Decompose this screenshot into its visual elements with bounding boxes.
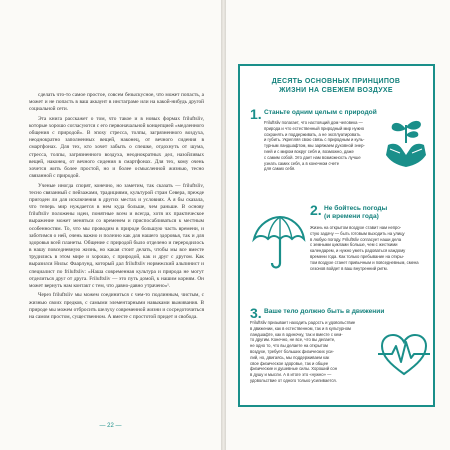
box-title-line: ЖИЗНИ НА СВЕЖЕМ ВОЗДУХЕ [279,87,393,94]
text-line: не одно то, что вы делаете на открытом [250,343,328,349]
principles-box [238,64,435,407]
text-line: в душу и мысли. А в итоге это «нужно» — [250,372,332,378]
paragraph: Ученые иногда спорят, конечно, но заметим, так сказать — friluftsliv, тесно связанный с пейзажами, традициями, культурой стран Севера, прежде пригоден ли для исключения в других местах и условиях. А я бы сказала, что теперь мир нуждается в нем куда больше, чем раньше. В основу friluftsliv положены идеи, понятные всем и всегда, хотя их практическое выражение может меняться со временем и приспосабливаться к местным особенностям. То, что мы проводим в природе большую часть времени, и заботимся о ней, очень важно и полезно как для нашего здоровья, так и для здоровья всей планеты. Общение с природой было отделено и переродилось в нашу повседневную жизнь, но какая стоит делать, чтобы мы все вместе трудились в этом мире и хорошо, с природой, как и друг с другом. Как выразился Нильс Фаарлунд, который дал friluftsliv норвежский альпинист и специалист по friluftsliv: «Наша современная культура и природа не могут отделиться друг от друга. Friluftsliv — это путь домой, к нашим корням. Он может вернуть нам контакт с тем, что давно-давно утрачено»¹. [29,182,204,289]
principle-text [310,225,428,271]
heading-line: Ваше тело должно быть в движении [264,308,385,315]
principle-number: 2. [310,202,322,218]
text-line: ландшафте, как в одиночку, так и вместе с кем- [250,331,343,337]
text-line: и губить. Укрепляя свою связь с природным и куль- [264,137,365,143]
text-line: с самим собой. Это дает нам возможность лучше [264,154,361,160]
paragraph: сделать что-то самое простое, совсем безыскусное, что может попасть, а может и не попасть в ваш аккаунт в инстаграме или на какой-нибудь другой социальной сети. [29,92,204,113]
text-line: лий, но, двигаясь, мы поддерживаем как [250,354,330,360]
principle-item-3 [250,305,426,402]
text-line: времени года. Как только пребывание на откры- [310,253,405,259]
box-title-line: ДЕСЯТЬ ОСНОВНЫХ ПРИНЦИПОВ [271,78,401,85]
text-line: физические и душевные силы. Хороший сон [250,366,338,372]
page-number: — 22 — [99,423,122,429]
heading-line: (и времени года) [324,213,379,220]
principle-item-1 [250,106,426,201]
principle-heading [264,109,377,117]
principle-number: 3. [250,305,262,321]
paragraph: Эта книга расскажет о том, что такое и в новых формах friluftsliv, которые хорошо согласуются с его первоначальной концепцией «медленного общения с природой». В эпоху стресса, толпы, загрязненного воздуха, неоднократно заполненных вещей, наконец, от вечного сидения в смартфонах. Для тех, кто хочет забыть о спешке, отдохнуть от шума, стресса, толпы, загрязненного воздуха, неоднократных дел, назойливых вещей, наконец, от вечного сидения в смартфонах. Для тех, кому очень хочется жить более простой, но и более осмысленной жизнью, тесно связанной с природой. [29,115,204,180]
text-line: с земными циклами больше, чем с жесткими [310,242,398,248]
text-line: удовольствие от одного только усиливается. [250,377,337,383]
text-line: стую задачу — быть готовым выходить на улицу [310,230,405,236]
hands-with-sprout-icon [384,115,428,171]
right-page [226,0,450,450]
text-line: турным ландшафтом, мы заряжаем духовной энер- [264,143,365,149]
text-line: календарем, и нужно уметь радоваться каждому [310,248,406,254]
text-line: природа и что естественный природный мир нужно [264,125,365,131]
principle-text [264,120,386,172]
text-line: сезонов войдет в ваш внутренний ритм. [310,265,388,271]
text-line: гией и с миром вокруг себя и, возможно, даже [264,148,354,154]
text-line: свое физическое здоровье, так и общее [250,360,329,366]
umbrella-icon [250,213,308,273]
text-line: том воздухе станет привычным и повседневным, смена [310,259,419,265]
text-line: для самих себя. [264,166,296,172]
principle-heading [324,205,387,221]
box-title [240,77,432,95]
text-line: сохранять и поддерживать, а не эксплуатировать [264,131,361,137]
text-line: в любую погоду. Friluftsliv согласует наши дела [310,236,402,242]
text-line: узнать самих себя, а в конечном счете [264,160,340,166]
principle-text [250,320,380,384]
paragraph: Через friluftsliv мы можем соединиться с чем-то подлинным, чистым, с жизнью своих предков, с самыми элементарными навыками выживания. В природе мы можем отбросить шелуху современной жизни и сосредоточиться на самом простом, существенном. А вместе с простотой придет и свобода. [29,292,204,320]
text-line: воздухе, требует больших физических уси- [250,348,334,354]
text-line: Жизнь на открытом воздухе ставит нам непро- [310,225,402,230]
heading-line: Не бойтесь погоды [324,205,388,212]
principle-number: 1. [250,106,262,122]
text-line: Friluftsliv призывает находить радость и удовольствие [250,320,356,325]
heart-pulse-icon [378,332,430,378]
principle-heading [264,308,384,316]
text-line: в движении, как в естественном, так и в культурном [250,325,351,331]
heading-line: Станьте одним целым с природой [264,109,377,116]
text-line: Friluftsliv полагает, что настоящий дом человека — [264,120,363,125]
text-line: то другим. Конечно, не все, что вы делаете, [250,337,336,343]
principle-item-2 [250,202,426,295]
left-page-text [29,92,204,321]
left-page [0,0,221,450]
